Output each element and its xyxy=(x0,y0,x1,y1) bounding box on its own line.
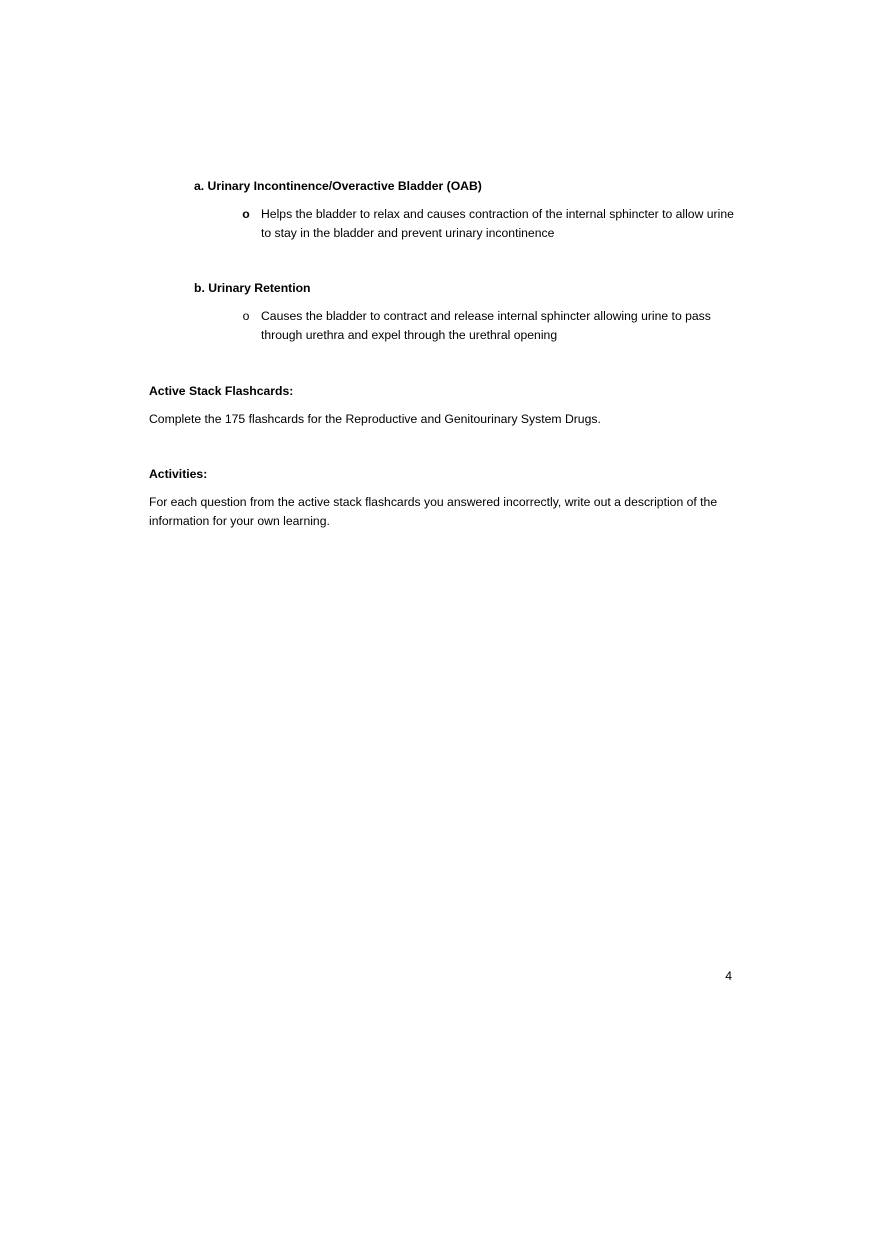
activities-body: For each question from the active stack flashcards you answered incorrectly, write out a description of the information for your own learning. xyxy=(149,495,718,528)
section-a-heading: a. Urinary Incontinence/Overactive Bladder (OAB) xyxy=(194,179,482,193)
flashcards-heading: Active Stack Flashcards: xyxy=(149,384,294,398)
section-b-bullet-text: Causes the bladder to contract and release internal sphincter allowing urine to pass through urethra and expel through the urethral opening xyxy=(261,309,711,342)
bullet-circle-icon: o xyxy=(242,309,250,323)
section-a-bullet-text: Helps the bladder to relax and causes contraction of the internal sphincter to allow urine to stay in the bladder and prevent urinary incontinence xyxy=(261,207,734,240)
bullet-circle-icon: o xyxy=(242,207,250,221)
page-number: 4 xyxy=(725,969,732,983)
flashcards-body: Complete the 175 flashcards for the Reproductive and Genitourinary System Drugs. xyxy=(149,412,601,426)
section-b-heading: b. Urinary Retention xyxy=(194,281,311,295)
activities-heading: Activities: xyxy=(149,467,208,481)
